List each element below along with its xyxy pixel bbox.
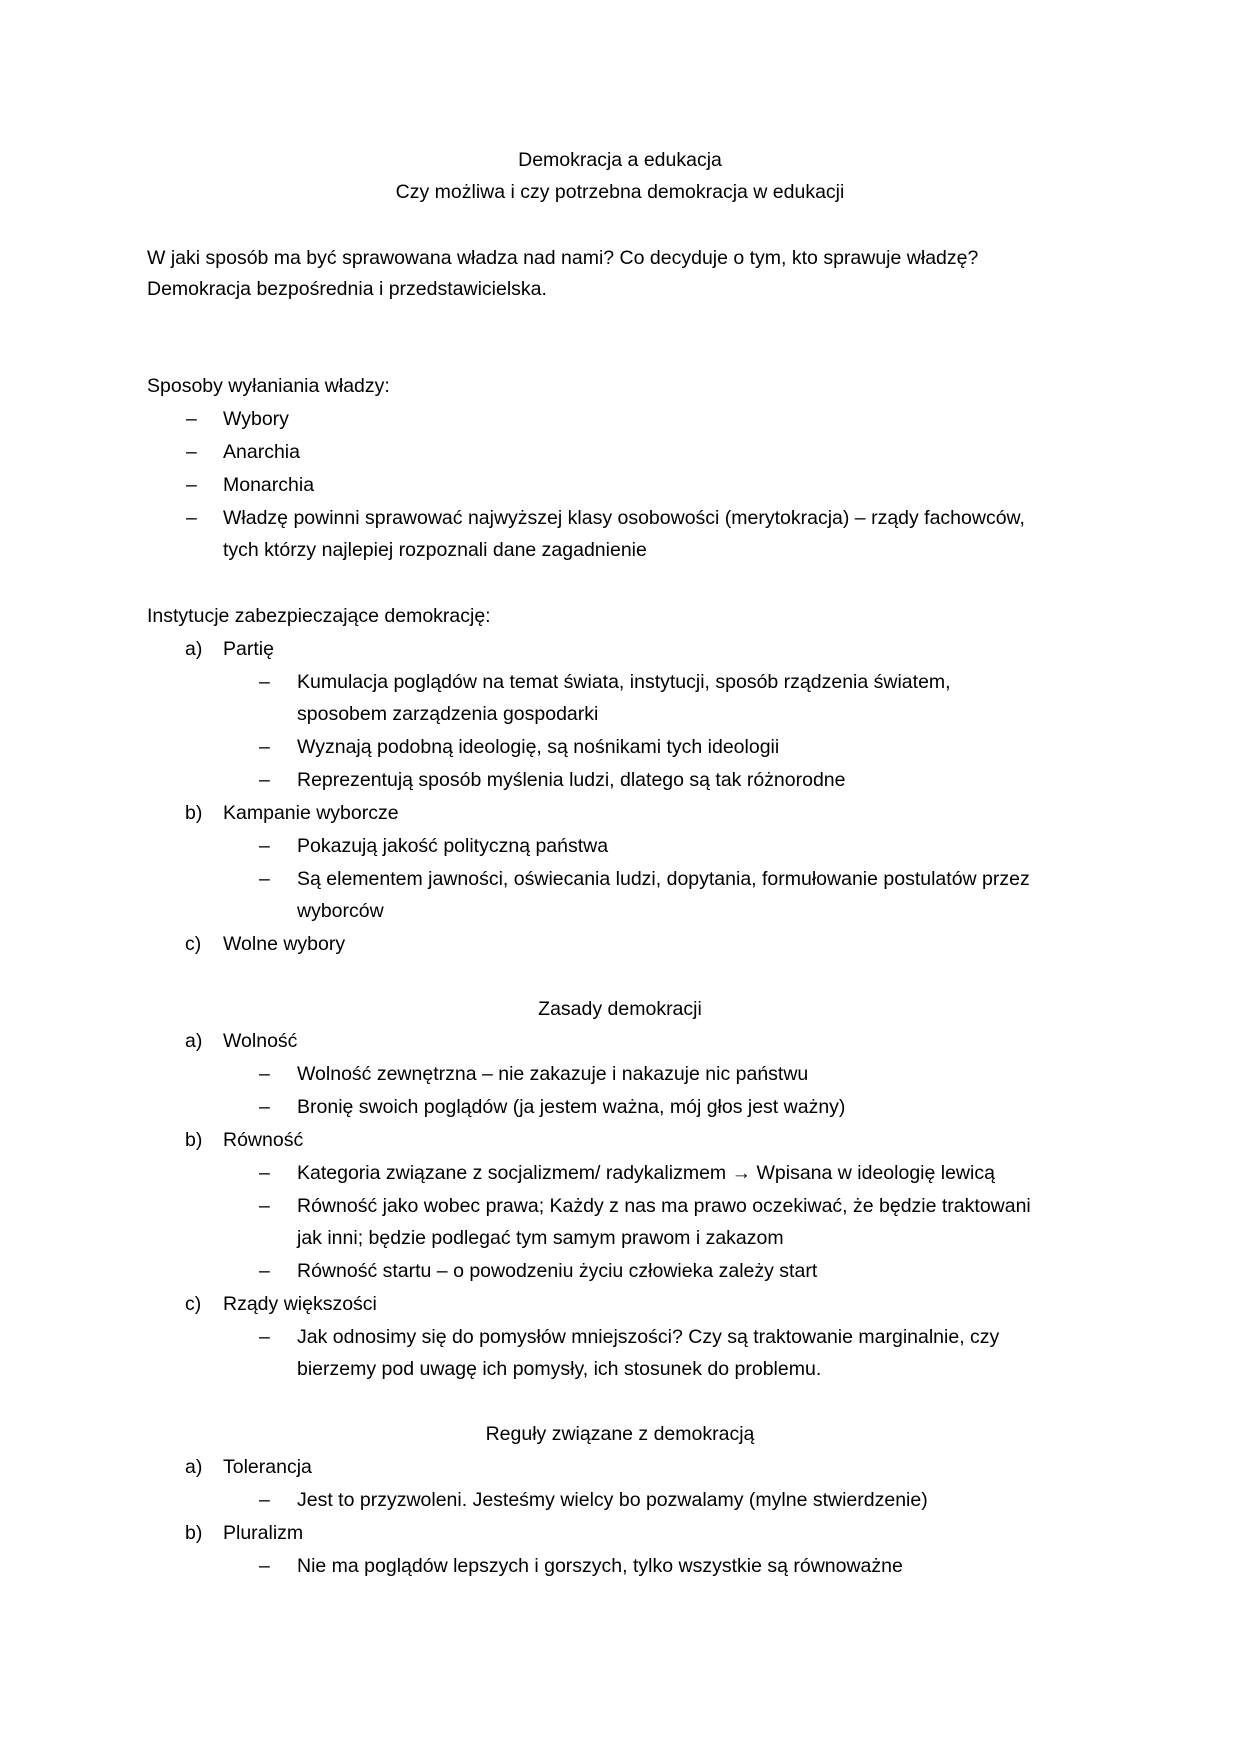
sub-item: Kumulacja poglądów na temat świata, instytucji, sposób rządzenia światem, (297, 671, 951, 693)
sub-item: Bronię swoich poglądów (ja jestem ważna, mój głos jest ważny) (297, 1096, 846, 1118)
sub-item: Równość jako wobec prawa; Każdy z nas ma prawo oczekiwać, że będzie traktowani (297, 1195, 1031, 1217)
dash-bullet: – (259, 1260, 270, 1282)
sub-item: Są elementem jawności, oświecania ludzi, dopytania, formułowanie postulatów przez (297, 868, 1030, 890)
sub-item: Nie ma poglądów lepszych i gorszych, tylko wszystkie są równoważne (297, 1555, 903, 1577)
dash-bullet: – (186, 441, 197, 463)
dash-bullet: – (259, 1063, 270, 1085)
dash-bullet: – (259, 868, 270, 890)
list-letter: b) (185, 802, 203, 824)
list-letter: a) (185, 638, 203, 660)
sub-item: Wyznają podobną ideologię, są nośnikami tych ideologii (297, 736, 780, 758)
intro-line: Demokracja bezpośrednia i przedstawicielska. (147, 278, 547, 300)
section-heading: Reguły związane z demokracją (485, 1423, 755, 1445)
dash-bullet: – (186, 408, 197, 430)
dash-bullet: – (259, 769, 270, 791)
sub-item-continuation: sposobem zarządzenia gospodarki (297, 703, 599, 725)
sub-item: Wolność zewnętrzna – nie zakazuje i nakazuje nic państwu (297, 1063, 809, 1085)
sub-item: Równość startu – o powodzeniu życiu człowieka zależy start (297, 1260, 818, 1282)
list-letter: b) (185, 1129, 203, 1151)
dash-bullet: – (259, 1195, 270, 1217)
list-letter: c) (185, 1293, 202, 1315)
section-heading: Sposoby wyłaniania władzy: (147, 375, 390, 397)
list-item: Wolne wybory (223, 933, 346, 955)
dash-bullet: – (259, 1489, 270, 1511)
intro-line: W jaki sposób ma być sprawowana władza nad nami? Co decyduje o tym, kto sprawuje władzę? (147, 247, 979, 269)
list-item: Tolerancja (223, 1456, 312, 1478)
sub-item: Reprezentują sposób myślenia ludzi, dlatego są tak różnorodne (297, 769, 846, 791)
dash-bullet: – (186, 474, 197, 496)
list-item: Władzę powinni sprawować najwyższej klasy osobowości (merytokracja) – rządy fachowców, (223, 507, 1025, 529)
list-letter: c) (185, 933, 202, 955)
list-item: Partię (223, 638, 274, 660)
list-item: Równość (223, 1129, 304, 1151)
dash-bullet: – (259, 671, 270, 693)
list-item: Rządy większości (223, 1293, 377, 1315)
dash-bullet: – (259, 1162, 270, 1184)
list-item: Monarchia (223, 474, 315, 496)
document-title: Demokracja a edukacja (518, 149, 722, 171)
section-heading: Zasady demokracji (538, 998, 702, 1020)
sub-item: Jest to przyzwoleni. Jesteśmy wielcy bo pozwalamy (mylne stwierdzenie) (297, 1489, 928, 1511)
dash-bullet: – (259, 1326, 270, 1348)
sub-item-continuation: wyborców (297, 900, 384, 922)
list-item: Kampanie wyborcze (223, 802, 399, 824)
list-letter: a) (185, 1030, 203, 1052)
sub-item-continuation: bierzemy pod uwagę ich pomysły, ich stosunek do problemu. (297, 1358, 822, 1380)
dash-bullet: – (186, 507, 197, 529)
list-item: Pluralizm (223, 1522, 304, 1544)
document-subtitle: Czy możliwa i czy potrzebna demokracja w edukacji (395, 181, 845, 203)
list-item: Anarchia (223, 441, 300, 463)
list-item-continuation: tych którzy najlepiej rozpoznali dane zagadnienie (223, 539, 647, 561)
dash-bullet: – (259, 736, 270, 758)
list-item: Wybory (223, 408, 289, 430)
sub-item-continuation: jak inni; będzie podlegać tym samym prawom i zakazom (297, 1227, 784, 1249)
list-item: Wolność (223, 1030, 298, 1052)
sub-item: Kategoria związane z socjalizmem/ radykalizmem → Wpisana w ideologię lewicą (297, 1162, 995, 1184)
dash-bullet: – (259, 835, 270, 857)
list-letter: b) (185, 1522, 203, 1544)
sub-item: Jak odnosimy się do pomysłów mniejszości? Czy są traktowanie marginalnie, czy (297, 1326, 1000, 1348)
list-letter: a) (185, 1456, 203, 1478)
dash-bullet: – (259, 1096, 270, 1118)
section-heading: Instytucje zabezpieczające demokrację: (147, 605, 491, 627)
dash-bullet: – (259, 1555, 270, 1577)
sub-item: Pokazują jakość polityczną państwa (297, 835, 609, 857)
